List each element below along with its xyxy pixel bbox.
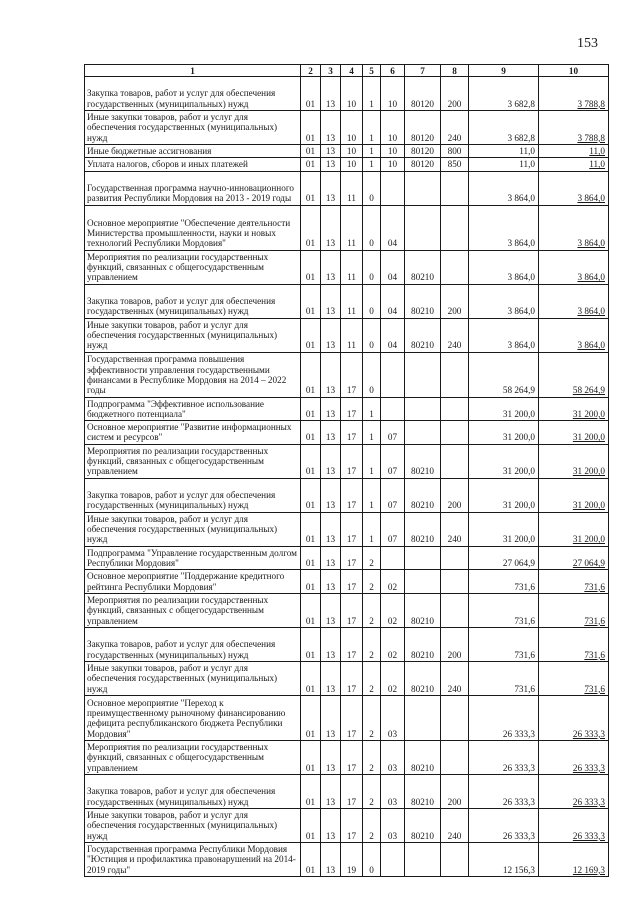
code-cell: 1 bbox=[363, 478, 381, 512]
column-header: 1 bbox=[85, 65, 301, 77]
row-name-cell: Иные закупки товаров, работ и услуг для обеспечения государственных (муниципальных) нужд bbox=[85, 111, 301, 145]
amount-cell: 731,6 bbox=[469, 593, 539, 627]
table-row bbox=[85, 478, 609, 512]
code-cell: 80120 bbox=[405, 145, 441, 158]
code-cell: 04 bbox=[381, 318, 405, 352]
code-cell: 17 bbox=[341, 774, 363, 808]
amount-cell: 31 200,0 bbox=[539, 397, 609, 421]
code-cell: 01 bbox=[301, 284, 321, 318]
amount-cell: 12 156,3 bbox=[469, 842, 539, 876]
table-row bbox=[85, 740, 609, 774]
code-cell: 2 bbox=[363, 808, 381, 842]
code-cell: 17 bbox=[341, 627, 363, 661]
code-cell: 0 bbox=[363, 318, 381, 352]
amount-cell: 26 333,3 bbox=[539, 740, 609, 774]
code-cell: 13 bbox=[321, 593, 341, 627]
code-cell: 0 bbox=[363, 842, 381, 876]
code-cell: 01 bbox=[301, 774, 321, 808]
amount-cell: 12 169,3 bbox=[539, 842, 609, 876]
row-name-cell: Основное мероприятие "Поддержание кредитного рейтинга Республики Мордовия" bbox=[85, 570, 301, 594]
amount-cell: 3 864,0 bbox=[469, 318, 539, 352]
amount-cell: 3 864,0 bbox=[469, 205, 539, 250]
code-cell bbox=[405, 842, 441, 876]
code-cell bbox=[441, 250, 469, 284]
code-cell: 800 bbox=[441, 145, 469, 158]
amount-cell: 58 264,9 bbox=[539, 352, 609, 397]
code-cell bbox=[405, 397, 441, 421]
code-cell: 13 bbox=[321, 205, 341, 250]
code-cell: 80210 bbox=[405, 808, 441, 842]
code-cell: 02 bbox=[381, 661, 405, 695]
code-cell: 0 bbox=[363, 284, 381, 318]
amount-cell: 31 200,0 bbox=[469, 397, 539, 421]
amount-cell: 58 264,9 bbox=[469, 352, 539, 397]
code-cell bbox=[405, 570, 441, 594]
table-row bbox=[85, 593, 609, 627]
code-cell: 03 bbox=[381, 740, 405, 774]
row-name-cell: Государственная программа Республики Мордовия "Юстиция и профилактика правонарушений на 2014-2019 годы" bbox=[85, 842, 301, 876]
table-row bbox=[85, 158, 609, 171]
amount-cell: 26 333,3 bbox=[469, 774, 539, 808]
table-row bbox=[85, 145, 609, 158]
amount-cell: 11,0 bbox=[539, 145, 609, 158]
table-row bbox=[85, 111, 609, 145]
code-cell: 01 bbox=[301, 740, 321, 774]
code-cell bbox=[381, 842, 405, 876]
code-cell: 850 bbox=[441, 158, 469, 171]
code-cell: 02 bbox=[381, 570, 405, 594]
amount-cell: 26 333,3 bbox=[539, 774, 609, 808]
code-cell: 2 bbox=[363, 627, 381, 661]
code-cell: 13 bbox=[321, 421, 341, 445]
code-cell: 01 bbox=[301, 77, 321, 111]
table-row bbox=[85, 842, 609, 876]
code-cell: 11 bbox=[341, 250, 363, 284]
code-cell: 01 bbox=[301, 205, 321, 250]
amount-cell: 731,6 bbox=[539, 570, 609, 594]
budget-table bbox=[84, 64, 609, 877]
amount-cell: 3 864,0 bbox=[539, 205, 609, 250]
table-row bbox=[85, 661, 609, 695]
amount-cell: 731,6 bbox=[539, 661, 609, 695]
code-cell: 13 bbox=[321, 627, 341, 661]
amount-cell: 26 333,3 bbox=[469, 695, 539, 740]
column-header: 4 bbox=[341, 65, 363, 77]
row-name-cell: Закупка товаров, работ и услуг для обеспечения государственных (муниципальных) нужд bbox=[85, 478, 301, 512]
amount-cell: 31 200,0 bbox=[469, 444, 539, 478]
table-row bbox=[85, 570, 609, 594]
code-cell: 04 bbox=[381, 250, 405, 284]
code-cell bbox=[381, 171, 405, 205]
amount-cell: 731,6 bbox=[469, 627, 539, 661]
code-cell: 240 bbox=[441, 512, 469, 546]
table-row bbox=[85, 444, 609, 478]
code-cell: 01 bbox=[301, 512, 321, 546]
table-row bbox=[85, 397, 609, 421]
code-cell: 13 bbox=[321, 171, 341, 205]
amount-cell: 27 064,9 bbox=[539, 546, 609, 570]
code-cell: 80210 bbox=[405, 250, 441, 284]
code-cell bbox=[441, 352, 469, 397]
code-cell: 13 bbox=[321, 318, 341, 352]
code-cell: 2 bbox=[363, 661, 381, 695]
code-cell: 2 bbox=[363, 740, 381, 774]
row-name-cell: Государственная программа повышения эффективности управления государственными финансами в Республике Мордовия на 2014 – 2022 годы bbox=[85, 352, 301, 397]
amount-cell: 27 064,9 bbox=[469, 546, 539, 570]
table-row bbox=[85, 627, 609, 661]
code-cell: 07 bbox=[381, 478, 405, 512]
table-row bbox=[85, 546, 609, 570]
code-cell: 01 bbox=[301, 318, 321, 352]
code-cell: 2 bbox=[363, 570, 381, 594]
column-header: 3 bbox=[321, 65, 341, 77]
code-cell: 10 bbox=[341, 158, 363, 171]
amount-cell: 3 864,0 bbox=[539, 250, 609, 284]
row-name-cell: Подпрограмма "Управление государственным долгом Республики Мордовия" bbox=[85, 546, 301, 570]
row-name-cell: Иные закупки товаров, работ и услуг для обеспечения государственных (муниципальных) нужд bbox=[85, 808, 301, 842]
code-cell: 01 bbox=[301, 695, 321, 740]
code-cell: 01 bbox=[301, 111, 321, 145]
code-cell: 04 bbox=[381, 284, 405, 318]
code-cell: 01 bbox=[301, 570, 321, 594]
code-cell: 11 bbox=[341, 205, 363, 250]
code-cell: 80210 bbox=[405, 593, 441, 627]
code-cell: 10 bbox=[381, 158, 405, 171]
code-cell: 04 bbox=[381, 205, 405, 250]
code-cell: 17 bbox=[341, 478, 363, 512]
code-cell: 17 bbox=[341, 352, 363, 397]
code-cell bbox=[441, 171, 469, 205]
code-cell bbox=[381, 352, 405, 397]
table-row bbox=[85, 284, 609, 318]
code-cell: 1 bbox=[363, 158, 381, 171]
code-cell bbox=[441, 205, 469, 250]
code-cell: 13 bbox=[321, 842, 341, 876]
code-cell: 240 bbox=[441, 661, 469, 695]
code-cell: 17 bbox=[341, 695, 363, 740]
amount-cell: 3 864,0 bbox=[469, 171, 539, 205]
code-cell: 80210 bbox=[405, 512, 441, 546]
code-cell: 17 bbox=[341, 512, 363, 546]
code-cell: 10 bbox=[381, 145, 405, 158]
amount-cell: 3 864,0 bbox=[469, 250, 539, 284]
amount-cell: 3 788,8 bbox=[539, 111, 609, 145]
code-cell: 03 bbox=[381, 695, 405, 740]
column-header: 5 bbox=[363, 65, 381, 77]
row-name-cell: Мероприятия по реализации государственных функций, связанных с общегосударственным управлением bbox=[85, 250, 301, 284]
code-cell: 10 bbox=[341, 111, 363, 145]
code-cell: 200 bbox=[441, 77, 469, 111]
code-cell: 0 bbox=[363, 205, 381, 250]
code-cell: 17 bbox=[341, 421, 363, 445]
amount-cell: 31 200,0 bbox=[469, 478, 539, 512]
code-cell: 11 bbox=[341, 284, 363, 318]
code-cell: 200 bbox=[441, 774, 469, 808]
code-cell: 07 bbox=[381, 444, 405, 478]
amount-cell: 31 200,0 bbox=[539, 444, 609, 478]
code-cell bbox=[405, 546, 441, 570]
amount-cell: 3 864,0 bbox=[539, 171, 609, 205]
code-cell bbox=[441, 421, 469, 445]
code-cell: 11 bbox=[341, 318, 363, 352]
code-cell: 1 bbox=[363, 512, 381, 546]
row-name-cell: Мероприятия по реализации государственных функций, связанных с общегосударственным управлением bbox=[85, 593, 301, 627]
code-cell: 01 bbox=[301, 145, 321, 158]
code-cell: 01 bbox=[301, 158, 321, 171]
code-cell bbox=[381, 546, 405, 570]
code-cell: 19 bbox=[341, 842, 363, 876]
code-cell: 13 bbox=[321, 158, 341, 171]
code-cell: 13 bbox=[321, 808, 341, 842]
code-cell bbox=[441, 444, 469, 478]
amount-cell: 31 200,0 bbox=[469, 421, 539, 445]
column-header: 6 bbox=[381, 65, 405, 77]
code-cell bbox=[405, 695, 441, 740]
amount-cell: 3 864,0 bbox=[469, 284, 539, 318]
code-cell bbox=[441, 546, 469, 570]
amount-cell: 26 333,3 bbox=[539, 695, 609, 740]
code-cell bbox=[405, 205, 441, 250]
column-header: 7 bbox=[405, 65, 441, 77]
table-row bbox=[85, 774, 609, 808]
code-cell: 01 bbox=[301, 842, 321, 876]
code-cell: 13 bbox=[321, 512, 341, 546]
code-cell: 01 bbox=[301, 352, 321, 397]
code-cell: 01 bbox=[301, 250, 321, 284]
code-cell: 1 bbox=[363, 77, 381, 111]
amount-cell: 3 864,0 bbox=[539, 318, 609, 352]
code-cell: 17 bbox=[341, 593, 363, 627]
code-cell: 02 bbox=[381, 593, 405, 627]
code-cell: 17 bbox=[341, 740, 363, 774]
code-cell: 80210 bbox=[405, 740, 441, 774]
column-header: 10 bbox=[539, 65, 609, 77]
code-cell: 1 bbox=[363, 145, 381, 158]
code-cell bbox=[441, 695, 469, 740]
code-cell bbox=[405, 171, 441, 205]
table-row bbox=[85, 250, 609, 284]
amount-cell: 731,6 bbox=[539, 627, 609, 661]
row-name-cell: Закупка товаров, работ и услуг для обеспечения государственных (муниципальных) нужд bbox=[85, 284, 301, 318]
amount-cell: 3 682,8 bbox=[469, 111, 539, 145]
code-cell: 07 bbox=[381, 512, 405, 546]
table-row bbox=[85, 171, 609, 205]
code-cell: 03 bbox=[381, 774, 405, 808]
row-name-cell: Закупка товаров, работ и услуг для обеспечения государственных (муниципальных) нужд bbox=[85, 774, 301, 808]
code-cell: 80120 bbox=[405, 77, 441, 111]
code-cell: 2 bbox=[363, 695, 381, 740]
code-cell: 13 bbox=[321, 774, 341, 808]
code-cell: 2 bbox=[363, 546, 381, 570]
code-cell: 0 bbox=[363, 250, 381, 284]
code-cell: 80210 bbox=[405, 661, 441, 695]
code-cell: 240 bbox=[441, 808, 469, 842]
table-row bbox=[85, 352, 609, 397]
code-cell: 0 bbox=[363, 352, 381, 397]
amount-cell: 3 788,8 bbox=[539, 77, 609, 111]
code-cell: 13 bbox=[321, 478, 341, 512]
code-cell: 80210 bbox=[405, 284, 441, 318]
code-cell: 02 bbox=[381, 627, 405, 661]
page-number: 153 bbox=[577, 36, 598, 51]
code-cell: 80120 bbox=[405, 111, 441, 145]
code-cell: 13 bbox=[321, 661, 341, 695]
column-header: 9 bbox=[469, 65, 539, 77]
code-cell: 10 bbox=[341, 145, 363, 158]
code-cell: 13 bbox=[321, 570, 341, 594]
code-cell: 200 bbox=[441, 478, 469, 512]
code-cell: 03 bbox=[381, 808, 405, 842]
code-cell: 01 bbox=[301, 421, 321, 445]
code-cell: 10 bbox=[381, 111, 405, 145]
code-cell: 01 bbox=[301, 627, 321, 661]
code-cell: 13 bbox=[321, 77, 341, 111]
code-cell: 17 bbox=[341, 397, 363, 421]
code-cell: 01 bbox=[301, 171, 321, 205]
code-cell: 200 bbox=[441, 627, 469, 661]
code-cell: 13 bbox=[321, 695, 341, 740]
code-cell: 13 bbox=[321, 250, 341, 284]
row-name-cell: Мероприятия по реализации государственных функций, связанных с общегосударственным управлением bbox=[85, 740, 301, 774]
code-cell: 17 bbox=[341, 444, 363, 478]
table-row bbox=[85, 318, 609, 352]
code-cell: 1 bbox=[363, 421, 381, 445]
code-cell: 80210 bbox=[405, 318, 441, 352]
amount-cell: 731,6 bbox=[469, 661, 539, 695]
code-cell: 13 bbox=[321, 284, 341, 318]
row-name-cell: Иные закупки товаров, работ и услуг для обеспечения государственных (муниципальных) нужд bbox=[85, 661, 301, 695]
column-header: 2 bbox=[301, 65, 321, 77]
table-row bbox=[85, 512, 609, 546]
row-name-cell: Уплата налогов, сборов и иных платежей bbox=[85, 158, 301, 171]
code-cell: 01 bbox=[301, 593, 321, 627]
code-cell: 1 bbox=[363, 397, 381, 421]
code-cell: 17 bbox=[341, 808, 363, 842]
table-header-row bbox=[85, 65, 609, 77]
amount-cell: 31 200,0 bbox=[539, 421, 609, 445]
code-cell: 17 bbox=[341, 661, 363, 695]
code-cell: 80210 bbox=[405, 478, 441, 512]
amount-cell: 26 333,3 bbox=[469, 740, 539, 774]
code-cell: 17 bbox=[341, 546, 363, 570]
row-name-cell: Закупка товаров, работ и услуг для обеспечения государственных (муниципальных) нужд bbox=[85, 77, 301, 111]
amount-cell: 3 682,8 bbox=[469, 77, 539, 111]
amount-cell: 3 864,0 bbox=[539, 284, 609, 318]
code-cell: 01 bbox=[301, 661, 321, 695]
row-name-cell: Иные бюджетные ассигнования bbox=[85, 145, 301, 158]
code-cell: 2 bbox=[363, 593, 381, 627]
code-cell bbox=[441, 570, 469, 594]
code-cell: 240 bbox=[441, 111, 469, 145]
code-cell bbox=[441, 593, 469, 627]
amount-cell: 31 200,0 bbox=[539, 478, 609, 512]
code-cell: 10 bbox=[341, 77, 363, 111]
row-name-cell: Основное мероприятие "Обеспечение деятельности Министерства промышленности, науки и новых технологий Республики Мордовия" bbox=[85, 205, 301, 250]
code-cell: 80210 bbox=[405, 774, 441, 808]
code-cell: 17 bbox=[341, 570, 363, 594]
code-cell: 13 bbox=[321, 397, 341, 421]
table-row bbox=[85, 808, 609, 842]
amount-cell: 31 200,0 bbox=[539, 512, 609, 546]
table-row bbox=[85, 421, 609, 445]
code-cell: 07 bbox=[381, 421, 405, 445]
code-cell bbox=[441, 842, 469, 876]
code-cell: 10 bbox=[381, 77, 405, 111]
code-cell bbox=[441, 740, 469, 774]
code-cell: 80210 bbox=[405, 627, 441, 661]
amount-cell: 31 200,0 bbox=[469, 512, 539, 546]
row-name-cell: Подпрограмма "Эффективное использование бюджетного потенциала" bbox=[85, 397, 301, 421]
amount-cell: 11,0 bbox=[469, 145, 539, 158]
table-row bbox=[85, 77, 609, 111]
code-cell: 80120 bbox=[405, 158, 441, 171]
code-cell bbox=[381, 397, 405, 421]
code-cell: 01 bbox=[301, 808, 321, 842]
code-cell bbox=[441, 397, 469, 421]
code-cell: 240 bbox=[441, 318, 469, 352]
row-name-cell: Иные закупки товаров, работ и услуг для обеспечения государственных (муниципальных) нужд bbox=[85, 512, 301, 546]
code-cell: 13 bbox=[321, 111, 341, 145]
code-cell: 01 bbox=[301, 397, 321, 421]
code-cell: 200 bbox=[441, 284, 469, 318]
row-name-cell: Основное мероприятие "Развитие информационных систем и ресурсов" bbox=[85, 421, 301, 445]
amount-cell: 11,0 bbox=[539, 158, 609, 171]
table-row bbox=[85, 205, 609, 250]
code-cell: 11 bbox=[341, 171, 363, 205]
code-cell: 2 bbox=[363, 774, 381, 808]
amount-cell: 731,6 bbox=[469, 570, 539, 594]
code-cell bbox=[405, 352, 441, 397]
row-name-cell: Закупка товаров, работ и услуг для обеспечения государственных (муниципальных) нужд bbox=[85, 627, 301, 661]
code-cell: 0 bbox=[363, 171, 381, 205]
row-name-cell: Государственная программа научно-инновационного развития Республики Мордовия на 2013 - 2019 годы bbox=[85, 171, 301, 205]
amount-cell: 731,6 bbox=[539, 593, 609, 627]
amount-cell: 11,0 bbox=[469, 158, 539, 171]
row-name-cell: Основное мероприятие "Переход к преимущественному рыночному финансированию дефицита республиканского бюджета Республики Мордовия" bbox=[85, 695, 301, 740]
code-cell: 13 bbox=[321, 444, 341, 478]
code-cell: 13 bbox=[321, 145, 341, 158]
code-cell: 01 bbox=[301, 444, 321, 478]
row-name-cell: Мероприятия по реализации государственных функций, связанных с общегосударственным управлением bbox=[85, 444, 301, 478]
code-cell: 01 bbox=[301, 478, 321, 512]
row-name-cell: Иные закупки товаров, работ и услуг для обеспечения государственных (муниципальных) нужд bbox=[85, 318, 301, 352]
table-row bbox=[85, 695, 609, 740]
code-cell bbox=[405, 421, 441, 445]
code-cell: 1 bbox=[363, 111, 381, 145]
code-cell: 01 bbox=[301, 546, 321, 570]
code-cell: 13 bbox=[321, 740, 341, 774]
code-cell: 80210 bbox=[405, 444, 441, 478]
column-header: 8 bbox=[441, 65, 469, 77]
code-cell: 13 bbox=[321, 546, 341, 570]
code-cell: 1 bbox=[363, 444, 381, 478]
amount-cell: 26 333,3 bbox=[469, 808, 539, 842]
amount-cell: 26 333,3 bbox=[539, 808, 609, 842]
code-cell: 13 bbox=[321, 352, 341, 397]
